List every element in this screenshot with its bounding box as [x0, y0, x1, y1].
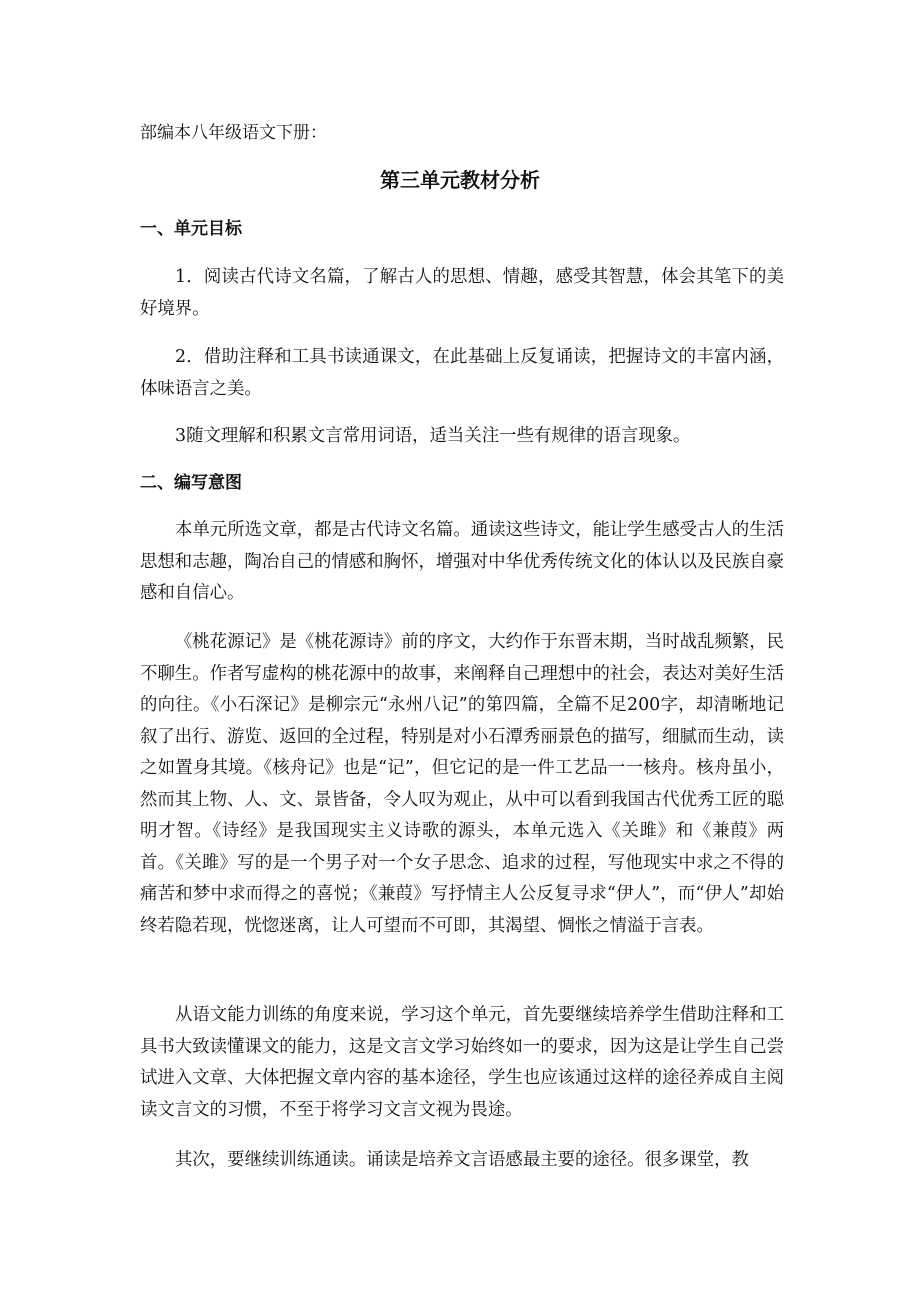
intent-paragraph-2: 《桃花源记》是《桃花源诗》前的序文，大约作于东晋末期，当时战乱频繁，民不聊生。作者写虚构的桃花源中的故事，来阐释自己理想中的社会，表达对美好生活的向往。《小石深记》是柳宗元“永州八记”的第四篇，全篇不足200字，却清晰地记叙了出行、游览、返回的全过程，特别是对小石潭秀丽景色的描写，细腻而生动，读之如置身其境。《核舟记》也是“记”，但它记的是一件工艺品一一核舟。核舟虽小，然而其上物、人、文、景皆备，令人叹为观止，从中可以看到我国古代优秀工匠的聪明才智。《诗经》是我国现实主义诗歌的源头，本单元选入《关雎》和《兼葭》两首。《关雎》写的是一个男子对一个女子思念、追求的过程，写他现实中求之不得的痛苦和梦中求而得之的喜悦；《兼葭》写抒情主人公反复寻求“伊人”，而“伊人”却始终若隐若现，恍惚迷离，让人可望而不可即，其渴望、惆怅之情溢于言表。 — [140, 632, 784, 936]
goal-paragraph-1: 1．阅读古代诗文名篇，了解古人的思想、情趣，感受其智慧，体会其笔下的美好境界。 — [140, 267, 784, 319]
intent-paragraph-4: 其次，要继续训练通读。诵读是培养文言语感最主要的途径。很多课堂，教 — [175, 1150, 749, 1170]
intent-paragraph-1: 本单元所选文章，都是古代诗文名篇。通读这些诗文，能让学生感受古人的生活思想和志趣，陶冶自己的情感和胸怀，增强对中华优秀传统文化的体认以及民族自豪感和自信心。 — [140, 520, 784, 603]
goal-paragraph-3: 3随文理解和积累文言常用词语，适当关注一些有规律的语言现象。 — [175, 426, 691, 446]
subject-line: 部编本八年级语文下册： — [140, 123, 327, 143]
goal-paragraph-2: 2．借助注释和工具书读通课文，在此基础上反复诵读，把握诗文的丰富内涵，体味语言之美。 — [140, 347, 784, 399]
document-title: 第三单元教材分析 — [380, 168, 540, 192]
section-heading-unit-goals: 一、单元目标 — [140, 219, 242, 239]
intent-paragraph-3: 从语文能力训练的角度来说，学习这个单元，首先要继续培养学生借助注释和工具书大致读懂课文的能力，这是文言文学习始终如一的要求，因为这是让学生自己尝试进入文章、大体把握文章内容的基本途径，学生也应该通过这样的途径养成自主阅读文言文的习惯，不至于将学习文言文视为畏途。 — [140, 1005, 784, 1120]
section-heading-writing-intent: 二、编写意图 — [140, 473, 242, 493]
